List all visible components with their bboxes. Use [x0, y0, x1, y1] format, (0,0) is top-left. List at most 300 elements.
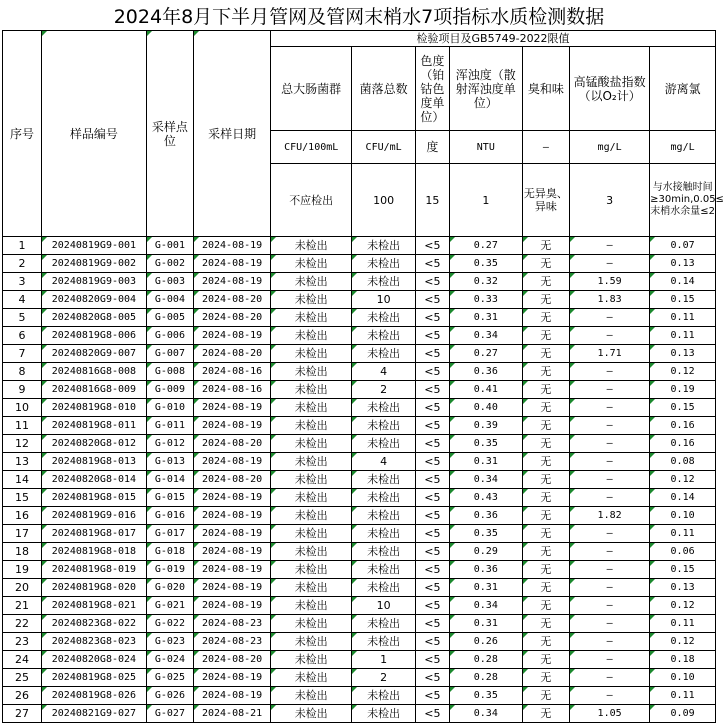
cell-cod: —: [570, 669, 650, 687]
cell-date: 2024-08-16: [194, 363, 271, 381]
cell-site: G-021: [146, 597, 193, 615]
cell-seq: 9: [3, 381, 42, 399]
cell-coliform: 未检出: [271, 435, 352, 453]
cell-cod: —: [570, 453, 650, 471]
cell-color: <5: [415, 363, 449, 381]
cell-coliform: 未检出: [271, 363, 352, 381]
cell-colony: 未检出: [352, 417, 416, 435]
cell-cod: —: [570, 597, 650, 615]
cell-colony: 未检出: [352, 561, 416, 579]
cell-odor: 无: [522, 489, 569, 507]
cell-date: 2024-08-19: [194, 579, 271, 597]
cell-date: 2024-08-19: [194, 417, 271, 435]
table-row: [3, 363, 716, 381]
cell-color: <5: [415, 525, 449, 543]
cell-coliform: 未检出: [271, 579, 352, 597]
cell-colony: 未检出: [352, 705, 416, 723]
cell-cod: —: [570, 543, 650, 561]
cell-color: <5: [415, 345, 449, 363]
cell-colony: 未检出: [352, 615, 416, 633]
cell-odor: 无: [522, 363, 569, 381]
cell-date: 2024-08-19: [194, 561, 271, 579]
unit-odor: —: [522, 131, 569, 164]
cell-sample-no: 20240823G8-022: [42, 615, 147, 633]
cell-color: <5: [415, 489, 449, 507]
cell-odor: 无: [522, 453, 569, 471]
table-row: [3, 435, 716, 453]
cell-site: G-023: [146, 633, 193, 651]
cell-site: G-024: [146, 651, 193, 669]
cell-sample-no: 20240819G8-021: [42, 597, 147, 615]
cell-odor: 无: [522, 237, 569, 255]
cell-seq: 19: [3, 561, 42, 579]
cell-color: <5: [415, 651, 449, 669]
cell-colony: 未检出: [352, 507, 416, 525]
cell-sample-no: 20240819G8-020: [42, 579, 147, 597]
cell-color: <5: [415, 273, 449, 291]
cell-site: G-022: [146, 615, 193, 633]
header-date: 采样日期: [194, 31, 271, 237]
cell-odor: 无: [522, 543, 569, 561]
cell-odor: 无: [522, 669, 569, 687]
cell-site: G-003: [146, 273, 193, 291]
cell-site: G-026: [146, 687, 193, 705]
cell-turbidity: 0.36: [449, 561, 522, 579]
cell-seq: 12: [3, 435, 42, 453]
header-odor: 臭和味: [522, 47, 569, 131]
cell-colony: 未检出: [352, 273, 416, 291]
cell-seq: 14: [3, 471, 42, 489]
cell-cod: —: [570, 255, 650, 273]
cell-cod: 1.83: [570, 291, 650, 309]
cell-chlorine: 0.14: [650, 489, 716, 507]
cell-coliform: 未检出: [271, 345, 352, 363]
cell-color: <5: [415, 453, 449, 471]
cell-coliform: 未检出: [271, 309, 352, 327]
cell-seq: 27: [3, 705, 42, 723]
cell-chlorine: 0.16: [650, 417, 716, 435]
cell-seq: 7: [3, 345, 42, 363]
cell-date: 2024-08-23: [194, 633, 271, 651]
cell-sample-no: 20240819G8-025: [42, 669, 147, 687]
header-color: 色度（铂钴色度单位）: [415, 47, 449, 131]
cell-color: <5: [415, 705, 449, 723]
cell-site: G-025: [146, 669, 193, 687]
cell-date: 2024-08-19: [194, 543, 271, 561]
cell-cod: 1.71: [570, 345, 650, 363]
cell-sample-no: 20240816G8-008: [42, 363, 147, 381]
unit-cod: mg/L: [570, 131, 650, 164]
cell-chlorine: 0.12: [650, 363, 716, 381]
cell-coliform: 未检出: [271, 561, 352, 579]
limit-coliform: 不应检出: [271, 164, 352, 237]
cell-cod: —: [570, 363, 650, 381]
cell-chlorine: 0.13: [650, 345, 716, 363]
cell-color: <5: [415, 561, 449, 579]
cell-site: G-017: [146, 525, 193, 543]
cell-color: <5: [415, 597, 449, 615]
cell-cod: —: [570, 399, 650, 417]
cell-seq: 5: [3, 309, 42, 327]
cell-site: G-015: [146, 489, 193, 507]
cell-sample-no: 20240819G9-016: [42, 507, 147, 525]
cell-seq: 17: [3, 525, 42, 543]
cell-chlorine: 0.14: [650, 273, 716, 291]
table-row: [3, 309, 716, 327]
cell-date: 2024-08-19: [194, 687, 271, 705]
cell-cod: —: [570, 579, 650, 597]
cell-site: G-002: [146, 255, 193, 273]
cell-colony: 未检出: [352, 543, 416, 561]
cell-colony: 未检出: [352, 525, 416, 543]
cell-seq: 15: [3, 489, 42, 507]
cell-site: G-009: [146, 381, 193, 399]
cell-odor: 无: [522, 687, 569, 705]
cell-colony: 未检出: [352, 399, 416, 417]
cell-turbidity: 0.35: [449, 435, 522, 453]
cell-sample-no: 20240819G9-003: [42, 273, 147, 291]
cell-date: 2024-08-20: [194, 435, 271, 453]
cell-cod: —: [570, 633, 650, 651]
cell-chlorine: 0.15: [650, 291, 716, 309]
cell-turbidity: 0.27: [449, 237, 522, 255]
cell-date: 2024-08-23: [194, 615, 271, 633]
cell-turbidity: 0.31: [449, 615, 522, 633]
cell-sample-no: 20240823G8-023: [42, 633, 147, 651]
table-row: [3, 687, 716, 705]
cell-coliform: 未检出: [271, 669, 352, 687]
cell-chlorine: 0.10: [650, 507, 716, 525]
cell-site: G-004: [146, 291, 193, 309]
cell-sample-no: 20240820G8-014: [42, 471, 147, 489]
table-row: [3, 453, 716, 471]
cell-site: G-010: [146, 399, 193, 417]
cell-seq: 8: [3, 363, 42, 381]
cell-odor: 无: [522, 651, 569, 669]
cell-seq: 25: [3, 669, 42, 687]
table-row: [3, 633, 716, 651]
cell-chlorine: 0.13: [650, 579, 716, 597]
cell-turbidity: 0.31: [449, 579, 522, 597]
cell-cod: —: [570, 309, 650, 327]
cell-seq: 1: [3, 237, 42, 255]
cell-color: <5: [415, 615, 449, 633]
cell-colony: 未检出: [352, 255, 416, 273]
cell-colony: 未检出: [352, 345, 416, 363]
cell-sample-no: 20240819G8-006: [42, 327, 147, 345]
cell-turbidity: 0.27: [449, 345, 522, 363]
cell-odor: 无: [522, 255, 569, 273]
cell-cod: —: [570, 417, 650, 435]
header-coliform: 总大肠菌群: [271, 47, 352, 131]
cell-date: 2024-08-19: [194, 237, 271, 255]
cell-chlorine: 0.13: [650, 255, 716, 273]
header-sample-no: 样品编号: [42, 31, 147, 237]
cell-odor: 无: [522, 435, 569, 453]
cell-turbidity: 0.28: [449, 669, 522, 687]
cell-chlorine: 0.08: [650, 453, 716, 471]
cell-coliform: 未检出: [271, 507, 352, 525]
table-row: [3, 291, 716, 309]
cell-site: G-005: [146, 309, 193, 327]
cell-colony: 10: [352, 597, 416, 615]
cell-site: G-011: [146, 417, 193, 435]
cell-odor: 无: [522, 471, 569, 489]
cell-chlorine: 0.07: [650, 237, 716, 255]
cell-sample-no: 20240820G8-005: [42, 309, 147, 327]
cell-color: <5: [415, 255, 449, 273]
cell-odor: 无: [522, 579, 569, 597]
cell-seq: 21: [3, 597, 42, 615]
cell-date: 2024-08-19: [194, 273, 271, 291]
cell-turbidity: 0.35: [449, 525, 522, 543]
cell-seq: 11: [3, 417, 42, 435]
cell-sample-no: 20240816G8-009: [42, 381, 147, 399]
cell-coliform: 未检出: [271, 633, 352, 651]
cell-coliform: 未检出: [271, 687, 352, 705]
cell-site: G-020: [146, 579, 193, 597]
cell-seq: 3: [3, 273, 42, 291]
table-row: [3, 273, 716, 291]
cell-date: 2024-08-19: [194, 489, 271, 507]
cell-coliform: 未检出: [271, 651, 352, 669]
cell-sample-no: 20240821G9-027: [42, 705, 147, 723]
cell-colony: 未检出: [352, 633, 416, 651]
cell-colony: 2: [352, 381, 416, 399]
cell-color: <5: [415, 687, 449, 705]
cell-seq: 10: [3, 399, 42, 417]
cell-sample-no: 20240819G8-011: [42, 417, 147, 435]
cell-coliform: 未检出: [271, 525, 352, 543]
table-row: [3, 543, 716, 561]
cell-site: G-008: [146, 363, 193, 381]
cell-colony: 未检出: [352, 435, 416, 453]
header-chlorine: 游离氯: [650, 47, 716, 131]
cell-color: <5: [415, 399, 449, 417]
cell-cod: —: [570, 471, 650, 489]
header-colony: 菌落总数: [352, 47, 416, 131]
cell-turbidity: 0.35: [449, 255, 522, 273]
cell-chlorine: 0.11: [650, 687, 716, 705]
unit-colony: CFU/mL: [352, 131, 416, 164]
cell-cod: —: [570, 561, 650, 579]
cell-cod: —: [570, 615, 650, 633]
table-row: [3, 489, 716, 507]
cell-odor: 无: [522, 381, 569, 399]
table-row: [3, 471, 716, 489]
cell-turbidity: 0.36: [449, 507, 522, 525]
cell-site: G-014: [146, 471, 193, 489]
cell-cod: —: [570, 489, 650, 507]
cell-turbidity: 0.28: [449, 651, 522, 669]
cell-coliform: 未检出: [271, 597, 352, 615]
cell-cod: —: [570, 651, 650, 669]
cell-colony: 10: [352, 291, 416, 309]
cell-coliform: 未检出: [271, 273, 352, 291]
cell-date: 2024-08-19: [194, 327, 271, 345]
cell-chlorine: 0.11: [650, 309, 716, 327]
cell-color: <5: [415, 543, 449, 561]
cell-seq: 4: [3, 291, 42, 309]
cell-color: <5: [415, 291, 449, 309]
cell-odor: 无: [522, 561, 569, 579]
cell-coliform: 未检出: [271, 489, 352, 507]
cell-odor: 无: [522, 705, 569, 723]
cell-cod: —: [570, 237, 650, 255]
unit-chlorine: mg/L: [650, 131, 716, 164]
cell-colony: 4: [352, 363, 416, 381]
cell-chlorine: 0.18: [650, 651, 716, 669]
cell-color: <5: [415, 327, 449, 345]
water-quality-table: [2, 30, 724, 723]
cell-chlorine: 0.15: [650, 561, 716, 579]
cell-sample-no: 20240819G8-026: [42, 687, 147, 705]
cell-sample-no: 20240819G8-019: [42, 561, 147, 579]
cell-sample-no: 20240819G8-017: [42, 525, 147, 543]
cell-date: 2024-08-19: [194, 525, 271, 543]
table-row: [3, 525, 716, 543]
table-row: [3, 237, 716, 255]
cell-odor: 无: [522, 597, 569, 615]
limit-colony: 100: [352, 164, 416, 237]
cell-site: G-001: [146, 237, 193, 255]
cell-date: 2024-08-19: [194, 597, 271, 615]
cell-site: G-027: [146, 705, 193, 723]
cell-cod: —: [570, 327, 650, 345]
cell-coliform: 未检出: [271, 453, 352, 471]
cell-sample-no: 20240819G8-018: [42, 543, 147, 561]
cell-odor: 无: [522, 633, 569, 651]
cell-chlorine: 0.19: [650, 381, 716, 399]
cell-site: G-016: [146, 507, 193, 525]
cell-turbidity: 0.39: [449, 417, 522, 435]
limit-color: 15: [415, 164, 449, 237]
table-row: [3, 327, 716, 345]
cell-turbidity: 0.36: [449, 363, 522, 381]
cell-site: G-019: [146, 561, 193, 579]
cell-chlorine: 0.11: [650, 615, 716, 633]
cell-turbidity: 0.33: [449, 291, 522, 309]
table-row: [3, 597, 716, 615]
cell-sample-no: 20240819G8-015: [42, 489, 147, 507]
cell-chlorine: 0.15: [650, 399, 716, 417]
cell-coliform: 未检出: [271, 705, 352, 723]
cell-color: <5: [415, 237, 449, 255]
table-row: [3, 705, 716, 723]
cell-sample-no: 20240819G9-001: [42, 237, 147, 255]
cell-colony: 未检出: [352, 327, 416, 345]
cell-colony: 未检出: [352, 471, 416, 489]
table-row: [3, 507, 716, 525]
cell-date: 2024-08-19: [194, 255, 271, 273]
cell-date: 2024-08-19: [194, 453, 271, 471]
cell-chlorine: 0.12: [650, 633, 716, 651]
cell-coliform: 未检出: [271, 327, 352, 345]
cell-cod: 1.82: [570, 507, 650, 525]
cell-odor: 无: [522, 309, 569, 327]
cell-seq: 20: [3, 579, 42, 597]
cell-date: 2024-08-19: [194, 669, 271, 687]
cell-cod: —: [570, 687, 650, 705]
cell-odor: 无: [522, 291, 569, 309]
table-row: [3, 417, 716, 435]
limit-chlorine: 与水接触时间≥30min,0.05≤末梢水余量≤2: [650, 164, 716, 237]
cell-date: 2024-08-20: [194, 345, 271, 363]
cell-colony: 1: [352, 651, 416, 669]
cell-sample-no: 20240819G8-010: [42, 399, 147, 417]
cell-turbidity: 0.31: [449, 309, 522, 327]
cell-color: <5: [415, 435, 449, 453]
cell-color: <5: [415, 309, 449, 327]
cell-color: <5: [415, 471, 449, 489]
cell-site: G-013: [146, 453, 193, 471]
cell-turbidity: 0.29: [449, 543, 522, 561]
cell-chlorine: 0.09: [650, 705, 716, 723]
cell-seq: 26: [3, 687, 42, 705]
cell-odor: 无: [522, 525, 569, 543]
table-row: [3, 255, 716, 273]
header-site: 采样点位: [146, 31, 193, 237]
cell-colony: 2: [352, 669, 416, 687]
cell-seq: 13: [3, 453, 42, 471]
cell-turbidity: 0.34: [449, 471, 522, 489]
cell-chlorine: 0.11: [650, 327, 716, 345]
cell-turbidity: 0.32: [449, 273, 522, 291]
cell-cod: —: [570, 435, 650, 453]
cell-cod: —: [570, 381, 650, 399]
cell-color: <5: [415, 633, 449, 651]
table-row: [3, 651, 716, 669]
cell-cod: 1.05: [570, 705, 650, 723]
cell-coliform: 未检出: [271, 399, 352, 417]
cell-sample-no: 20240819G8-013: [42, 453, 147, 471]
cell-turbidity: 0.34: [449, 327, 522, 345]
limit-turbidity: 1: [449, 164, 522, 237]
table-row: [3, 381, 716, 399]
cell-turbidity: 0.35: [449, 687, 522, 705]
cell-odor: 无: [522, 417, 569, 435]
cell-turbidity: 0.34: [449, 597, 522, 615]
cell-turbidity: 0.26: [449, 633, 522, 651]
cell-coliform: 未检出: [271, 615, 352, 633]
table-row: [3, 669, 716, 687]
table-row: [3, 561, 716, 579]
cell-odor: 无: [522, 399, 569, 417]
cell-coliform: 未检出: [271, 471, 352, 489]
cell-sample-no: 20240820G8-024: [42, 651, 147, 669]
table-row: [3, 399, 716, 417]
unit-coliform: CFU/100mL: [271, 131, 352, 164]
cell-sample-no: 20240820G9-007: [42, 345, 147, 363]
cell-date: 2024-08-20: [194, 309, 271, 327]
limit-odor: 无异臭、异味: [522, 164, 569, 237]
cell-color: <5: [415, 417, 449, 435]
cell-chlorine: 0.06: [650, 543, 716, 561]
table-row: [3, 615, 716, 633]
cell-colony: 未检出: [352, 309, 416, 327]
cell-odor: 无: [522, 345, 569, 363]
cell-sample-no: 20240819G9-002: [42, 255, 147, 273]
cell-turbidity: 0.31: [449, 453, 522, 471]
cell-seq: 6: [3, 327, 42, 345]
cell-sample-no: 20240820G9-004: [42, 291, 147, 309]
page-title: 2024年8月下半月管网及管网末梢水7项指标水质检测数据: [113, 6, 605, 28]
cell-site: G-018: [146, 543, 193, 561]
cell-colony: 未检出: [352, 687, 416, 705]
cell-chlorine: 0.11: [650, 525, 716, 543]
unit-turbidity: NTU: [449, 131, 522, 164]
cell-chlorine: 0.12: [650, 597, 716, 615]
